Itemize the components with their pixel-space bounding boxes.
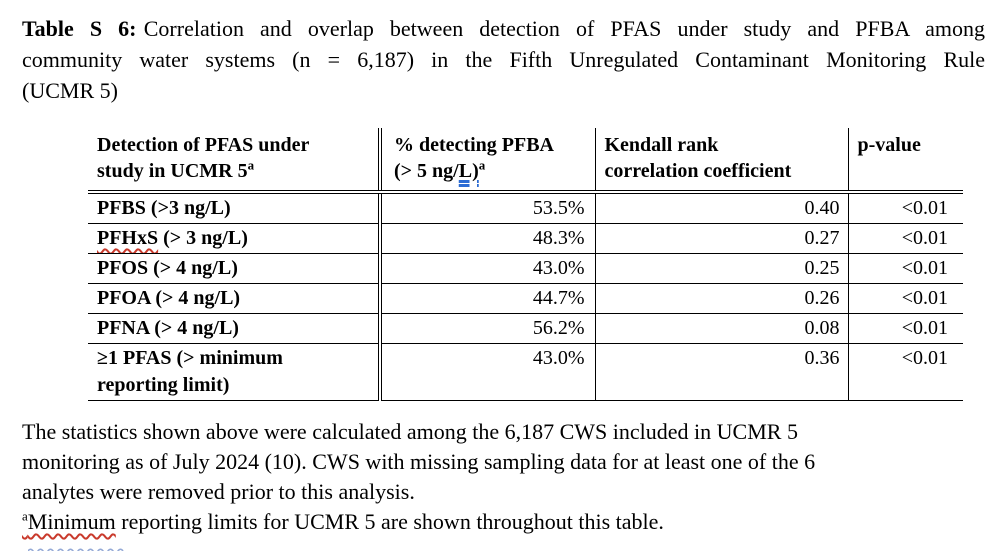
cell-pvalue: <0.01 — [848, 224, 963, 254]
cell-analyte: PFBS (>3 ng/L) — [88, 192, 380, 224]
grammar-flagged-text: L) — [458, 160, 479, 182]
table-header — [88, 128, 963, 192]
caption-line-1 — [22, 13, 985, 44]
cell-analyte: PFNA (> 4 ng/L) — [88, 314, 380, 344]
cell-kendall: 0.40 — [595, 192, 848, 224]
footnote-marker: a — [247, 157, 255, 173]
cell-pvalue: <0.01 — [848, 344, 963, 401]
header-row — [88, 128, 963, 192]
cell-kendall: 0.36 — [595, 344, 848, 401]
cell-kendall: 0.26 — [595, 284, 848, 314]
table-row — [88, 344, 963, 401]
table-row — [88, 284, 963, 314]
caption-label: Table S 6: — [22, 16, 137, 41]
cell-analyte: PFHxS (> 3 ng/L) — [88, 224, 380, 254]
cell-pvalue: <0.01 — [848, 284, 963, 314]
notes-paragraph — [22, 417, 985, 537]
grammar-squiggle-artifact — [28, 547, 128, 551]
cell-kendall: 0.27 — [595, 224, 848, 254]
cell-pct-pfba: 43.0% — [380, 254, 595, 284]
table-row — [88, 254, 963, 284]
table-row — [88, 314, 963, 344]
notes-line-3: analytes were removed prior to this analysis. — [22, 479, 415, 504]
table-caption — [22, 13, 985, 106]
caption-text: Correlation and overlap between detection of PFAS under study and PFBA among — [143, 16, 985, 41]
column-header-pfba: % detecting PFBA (> 5 ng/L)$^a$ — [380, 128, 595, 192]
footnote-marker: a — [22, 508, 28, 524]
caption-line-3: (UCMR 5) — [22, 78, 118, 103]
table-row — [88, 192, 963, 224]
cell-pct-pfba: 48.3% — [380, 224, 595, 254]
spellcheck-flagged-text: $^a$Minimum — [22, 508, 116, 534]
cell-analyte: ≥1 PFAS (> minimum reporting limit) — [88, 344, 380, 401]
cell-kendall: 0.08 — [595, 314, 848, 344]
table-footnote: $^a$Minimum reporting limits for UCMR 5 are shown throughout this table. — [22, 508, 664, 534]
cell-pvalue: <0.01 — [848, 314, 963, 344]
cell-pct-pfba: 44.7% — [380, 284, 595, 314]
correlation-table — [88, 128, 963, 401]
notes-line-2: monitoring as of July 2024 (10). CWS with missing sampling data for at least one of the 6 — [22, 449, 816, 474]
column-header-kendall: Kendall rank correlation coefficient — [595, 128, 848, 192]
column-header-detection: Detection of PFAS under study in UCMR 5$^a$ — [88, 128, 380, 192]
cell-pct-pfba: 43.0% — [380, 344, 595, 401]
cell-pct-pfba: 53.5% — [380, 192, 595, 224]
cell-kendall: 0.25 — [595, 254, 848, 284]
cell-analyte: PFOS (> 4 ng/L) — [88, 254, 380, 284]
notes-line-1: The statistics shown above were calculated among the 6,187 CWS included in UCMR 5 — [22, 419, 798, 444]
caption-line-2: community water systems (n = 6,187) in the Fifth Unregulated Contaminant Monitoring Rule — [22, 47, 985, 72]
cell-analyte: PFOA (> 4 ng/L) — [88, 284, 380, 314]
footnote-marker: a — [478, 157, 486, 173]
cell-pvalue: <0.01 — [848, 254, 963, 284]
spellcheck-flagged-text: PFHxS — [97, 227, 159, 249]
column-header-pvalue: p-value — [848, 128, 963, 192]
cell-pvalue: <0.01 — [848, 192, 963, 224]
cell-pct-pfba: 56.2% — [380, 314, 595, 344]
table-row — [88, 224, 963, 254]
